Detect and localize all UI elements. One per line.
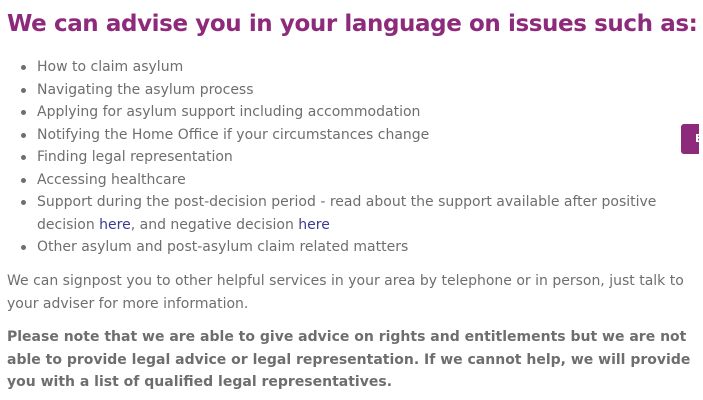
- side-feedback-tab[interactable]: [681, 124, 703, 154]
- list-item-text: Other asylum and post-asylum claim related matters: [37, 239, 409, 255]
- list-item: [37, 169, 677, 192]
- issues-list: [7, 56, 677, 259]
- page-heading: We can advise you in your language on issues such as:: [7, 11, 698, 37]
- signpost-paragraph: We can signpost you to other helpful services in your area by telephone or in person, just talk to your adviser for more information.: [7, 273, 684, 312]
- list-item-text: Support during the post-decision period - read about the support available after positive decision: [37, 194, 657, 233]
- side-tab-label: E: [695, 132, 703, 145]
- list-item: [37, 146, 677, 169]
- list-item-text: Applying for asylum support including accommodation: [37, 104, 421, 120]
- list-item-text: Navigating the asylum process: [37, 81, 254, 98]
- list-item: [37, 101, 677, 124]
- legal-note-paragraph: Please note that we are able to give advice on rights and entitlements but we are not able to provide legal advice or legal representation. If we cannot help, we will provide you with a list of qualified legal representatives.: [7, 329, 691, 390]
- list-item-text: Notifying the Home Office if your circumstances change: [37, 126, 430, 143]
- list-item: [37, 56, 677, 79]
- list-item: [37, 124, 677, 147]
- list-item-text: , and negative decision: [130, 216, 299, 233]
- list-item: [37, 191, 677, 236]
- negative-decision-link[interactable]: here: [298, 216, 330, 233]
- list-item-text: Accessing healthcare: [37, 171, 186, 188]
- positive-decision-link[interactable]: here: [99, 216, 131, 233]
- list-item-text: Finding legal representation: [37, 149, 233, 165]
- list-item: [37, 236, 677, 259]
- list-item-text: How to claim asylum: [37, 59, 184, 75]
- list-item: [37, 79, 677, 102]
